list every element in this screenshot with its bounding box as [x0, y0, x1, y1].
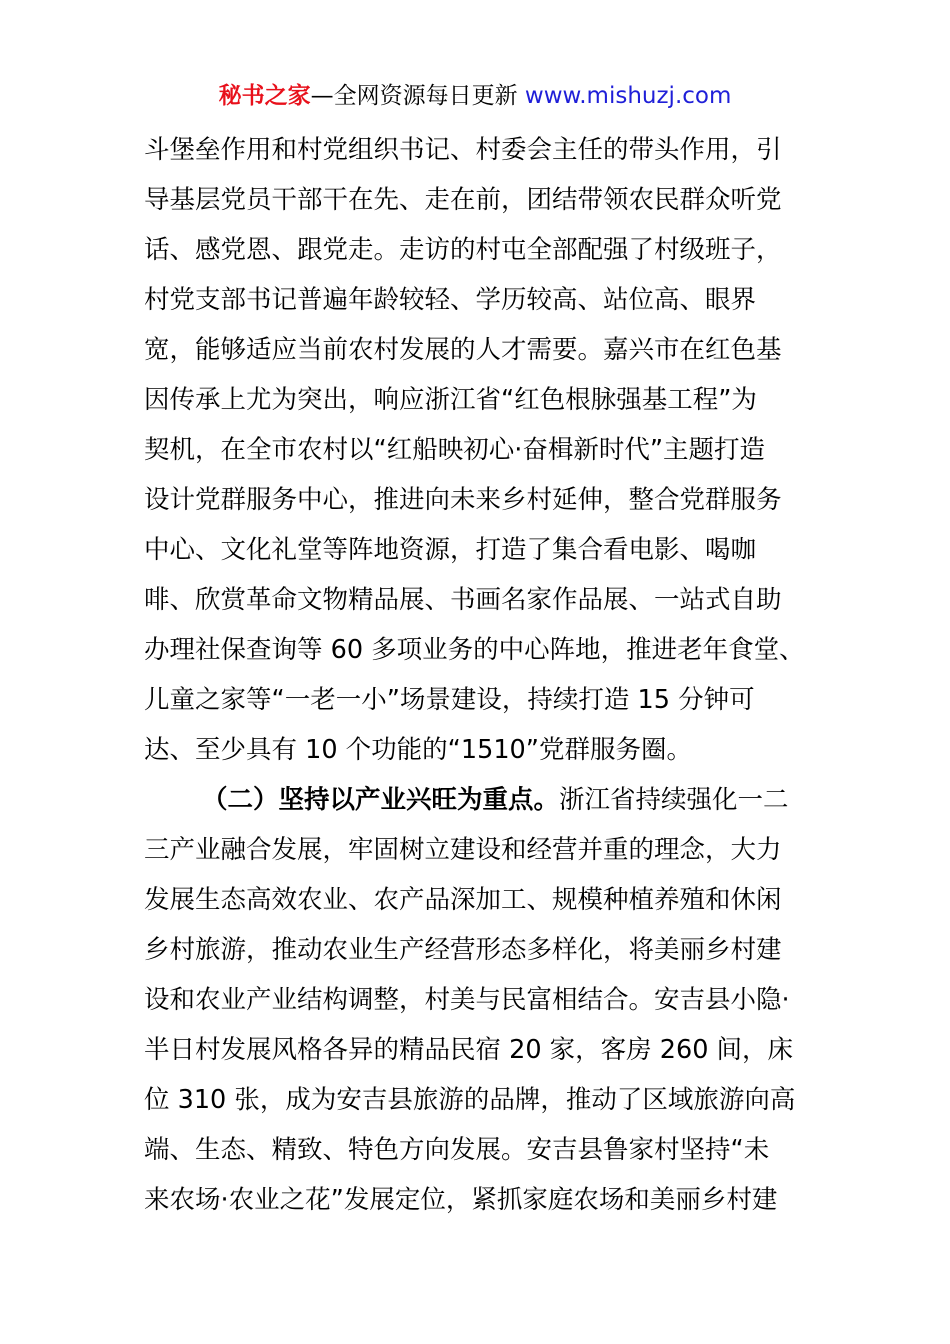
paragraph-line: 端、生态、精致、特色方向发展。安吉县鲁家村坚持“未: [144, 1135, 770, 1165]
paragraph-line: 设计党群服务中心，推进向未来乡村延伸，整合党群服务: [144, 485, 782, 515]
paragraph-line: 位 310 张，成为安吉县旅游的品牌，推动了区域旅游向高: [144, 1085, 796, 1115]
site-banner: [0, 78, 950, 114]
paragraph-line: 办理社保查询等 60 多项业务的中心阵地，推进老年食堂、: [144, 635, 805, 665]
site-tagline: —全网资源每日更新: [310, 83, 518, 109]
paragraph-line: 儿童之家等“一老一小”场景建设，持续打造 15 分钟可: [144, 685, 755, 715]
document-body: [144, 125, 814, 1225]
paragraph-line: 达、至少具有 10 个功能的“1510”党群服务圈。: [144, 735, 692, 765]
paragraph-line: 因传承上尤为突出，响应浙江省“红色根脉强基工程”为: [144, 385, 757, 415]
section-heading: （二）坚持以产业兴旺为重点。: [202, 785, 560, 815]
paragraph-line: 中心、文化礼堂等阵地资源，打造了集合看电影、喝咖: [144, 535, 757, 565]
paragraph-line: 来农场·农业之花”发展定位，紧抓家庭农场和美丽乡村建: [144, 1185, 778, 1215]
site-brand: 秘书之家: [218, 83, 311, 109]
paragraph-line: 发展生态高效农业、农产品深加工、规模种植养殖和休闲: [144, 885, 782, 915]
paragraph-line: 话、感党恩、跟党走。走访的村屯全部配强了村级班子，: [144, 235, 782, 265]
section-first-line: [144, 775, 814, 825]
paragraph-line: 斗堡垒作用和村党组织书记、村委会主任的带头作用，引: [144, 135, 782, 165]
paragraph-line: 宽，能够适应当前农村发展的人才需要。嘉兴市在红色基: [144, 335, 782, 365]
paragraph-line: 契机，在全市农村以“红船映初心·奋楫新时代”主题打造: [144, 435, 766, 465]
paragraph-line: 导基层党员干部干在先、走在前，团结带领农民群众听党: [144, 185, 782, 215]
paragraph-line: 三产业融合发展，牢固树立建设和经营并重的理念，大力: [144, 835, 782, 865]
paragraph-line: 乡村旅游，推动农业生产经营形态多样化，将美丽乡村建: [144, 935, 782, 965]
paragraph-line: 半日村发展风格各异的精品民宿 20 家，客房 260 间，床: [144, 1035, 794, 1065]
section-first-line-text: 浙江省持续强化一二: [559, 785, 789, 815]
site-url[interactable]: www.mishuzj.com: [524, 83, 732, 109]
paragraph-line: 啡、欣赏革命文物精品展、书画名家作品展、一站式自助: [144, 585, 782, 615]
paragraph-line: 设和农业产业结构调整，村美与民富相结合。安吉县小隐·: [144, 985, 790, 1015]
paragraph-line: 村党支部书记普遍年龄较轻、学历较高、站位高、眼界: [144, 285, 757, 315]
